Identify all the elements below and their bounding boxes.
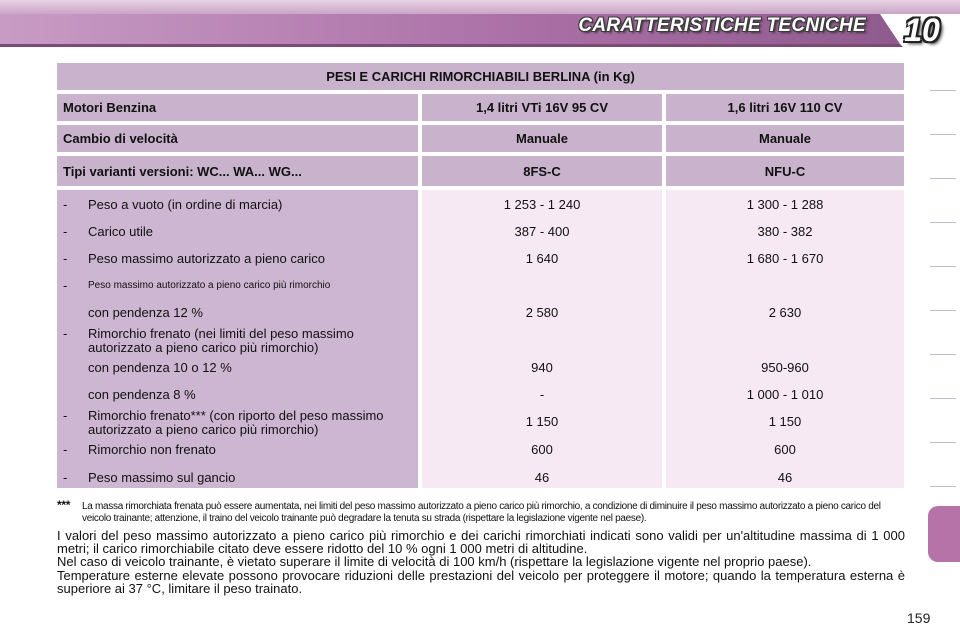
header-cell-label: Tipi varianti versioni: WC... WA... WG... [57,156,418,186]
tab-divider [930,442,956,443]
tab-divider [930,354,956,355]
table-cell: 1 640 [525,251,559,266]
tab-divider [930,486,956,487]
tab-divider [930,222,956,223]
table-cell: - [539,387,545,402]
tab-divider [930,310,956,311]
table-cell: 1 300 - 1 288 [746,197,824,212]
label-column: - Peso a vuoto (in ordine di marcia) - Carico utile - Peso massimo autorizzato a pieno carico - Peso massimo autorizzato a pieno carico più rimorchio con pendenza 12 % - Rimorchio frenato (nei limiti del peso massimo autorizzato a pieno carico più rimorchio) con pendenza 10 o 12 % con pendenza 8 % - Rimorchio frenato*** (con riporto del peso massimo autorizzato a pieno carico più rimorchio) - Rimorchio non frenato - Peso massimo sul gancio [57,190,418,488]
table-cell: 46 [534,470,550,485]
table-cell: 600 [774,442,796,457]
tab-divider [930,178,956,179]
tab-divider [930,90,956,91]
header-cell-label: Motori Benzina [57,94,418,121]
footnote-marker: *** [57,498,71,512]
chapter-number-badge: 10 [904,11,940,48]
paragraph-speed-limit: Nel caso di veicolo trainante, è vietato superare il limite di velocità di 100 km/h (rispettare la legislazione vigente nel proprio paese). [57,554,812,570]
header-cell-col2: 1,6 litri 16V 110 CV [666,94,904,121]
header-band [0,0,960,48]
table-cell: 1 253 - 1 240 [503,197,581,212]
table-cell: 387 - 400 [514,224,570,239]
header-cell-label: Cambio di velocità [57,125,418,152]
header-cell-col1: 8FS-C [422,156,662,186]
header-cell-col1: 1,4 litri VTi 16V 95 CV [422,94,662,121]
table-cell: 2 630 [768,305,802,320]
table-header-row [57,94,904,121]
table-header-row [57,125,904,152]
body-text [57,529,905,595]
table-cell: 1 680 - 1 670 [746,251,824,266]
side-tab-strip [926,60,960,580]
active-chapter-tab[interactable] [928,506,960,562]
table-cell: 940 [531,360,553,375]
table-body [57,190,904,488]
paragraph-temperature: Temperature esterne elevate possono provocare riduzioni delle prestazioni del veicolo per proteggere il motore; quando la temperatura esterna è superiore ai 37 °C, limitare il peso trainato. [57,567,905,596]
table-cell: 46 [777,470,793,485]
table-cell: 1 150 [768,414,802,429]
value-column-1 [418,190,662,488]
tab-divider [930,398,956,399]
value-column-2 [662,190,904,488]
header-cell-col2: NFU-C [666,156,904,186]
table-header-row [57,156,904,186]
page-number: 159 [907,610,931,626]
table-cell: 1 150 [525,414,559,429]
footnote-text: La massa rimorchiata frenata può essere aumentata, nei limiti del peso massimo autorizzato a pieno carico più rimorchio, a condizione di diminuire il peso massimo autorizzato a pieno carico del veicolo trainante; attenzione, il traino del veicolo trainante può degradare la tenuta su strada (rispettare la legislazione vigente nel paese). [82,501,881,524]
table-cell: 600 [531,442,553,457]
table-title: PESI E CARICHI RIMORCHIABILI BERLINA (in Kg) [57,63,904,90]
tab-divider [930,266,956,267]
header-cell-col1: Manuale [422,125,662,152]
table-cell: 380 - 382 [757,224,813,239]
weights-table [57,63,904,488]
section-title: CARATTERISTICHE TECNICHE [578,15,866,36]
paragraph-altitude: I valori del peso massimo autorizzato a pieno carico più rimorchio e dei carichi rimorchiati indicati sono validi per un'altitudine massima di 1 000 metri; il carico rimorchiabile citato deve essere ridotto del 10 % ogni 1 000 metri di altitudine. [57,528,905,557]
table-cell: 2 580 [525,305,559,320]
table-cell: 1 000 - 1 010 [746,387,824,402]
table-cell: 950-960 [761,360,809,375]
tab-divider [930,134,956,135]
header-cell-col2: Manuale [666,125,904,152]
